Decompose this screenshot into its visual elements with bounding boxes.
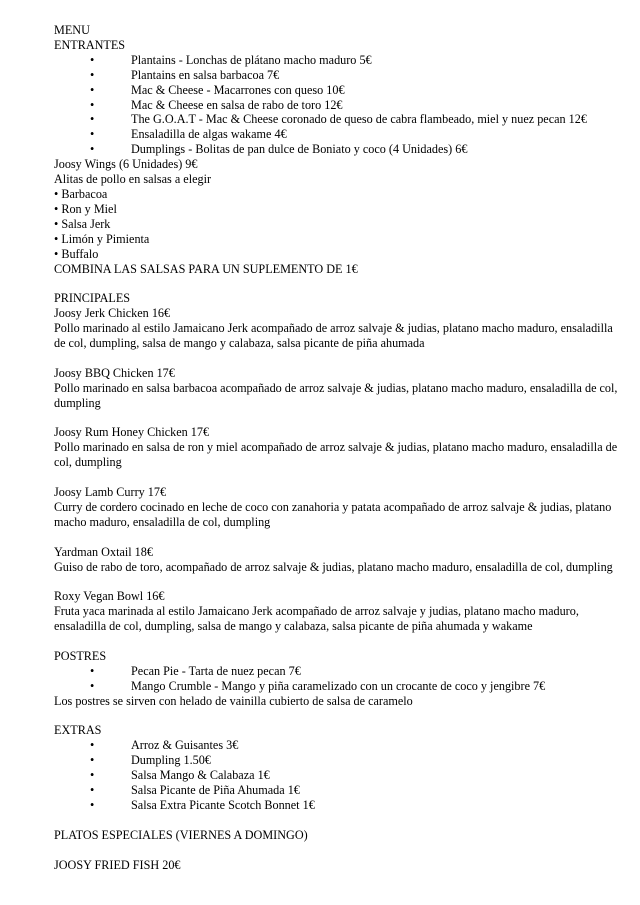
dish bbox=[54, 366, 620, 411]
bullet-icon: • bbox=[90, 663, 95, 678]
principales-heading: PRINCIPALES bbox=[54, 291, 131, 306]
dish-title: Joosy Jerk Chicken 16€ bbox=[54, 306, 171, 321]
dish bbox=[54, 485, 620, 530]
dish bbox=[54, 425, 620, 470]
list-item: • Plantains - Lonchas de plátano macho maduro 5€ bbox=[90, 52, 372, 67]
wings-subtitle: Alitas de pollo en salsas a elegir bbox=[54, 172, 212, 187]
bullet-icon: • bbox=[90, 768, 95, 783]
list-item: • The G.O.A.T - Mac & Cheese coronado de queso de cabra flambeado, miel y nuez pecan 12€ bbox=[90, 112, 587, 127]
especiales-heading: PLATOS ESPECIALES (VIERNES A DOMINGO) bbox=[54, 827, 308, 842]
sauce-item: • Limón y Pimienta bbox=[54, 231, 150, 246]
dish bbox=[54, 545, 620, 575]
list-item: • Ensaladilla de algas wakame 4€ bbox=[90, 127, 287, 142]
dish-title: Yardman Oxtail 18€ bbox=[54, 544, 153, 559]
list-item: • Pecan Pie - Tarta de nuez pecan 7€ bbox=[90, 663, 301, 678]
bullet-icon: • bbox=[90, 753, 95, 768]
sauce-item: • Barbacoa bbox=[54, 186, 108, 201]
sauce-item: • Salsa Jerk bbox=[54, 216, 111, 231]
dish-description: Pollo marinado en salsa barbacoa acompañado de arroz salvaje & judias, platano macho maduro, ensaladilla de col, dumpling bbox=[54, 380, 618, 410]
list-item: • Plantains en salsa barbacoa 7€ bbox=[90, 67, 280, 82]
bullet-icon: • bbox=[90, 127, 95, 142]
menu-title: MENU bbox=[54, 23, 90, 37]
dish-description: Curry de cordero cocinado en leche de coco con zanahoria y patata acompañado de arroz salvaje & judias, platano macho maduro, ensaladilla de col, dumpling bbox=[54, 499, 612, 529]
extras-heading: EXTRAS bbox=[54, 723, 102, 738]
dish-title: Roxy Vegan Bowl 16€ bbox=[54, 589, 165, 604]
bullet-icon: • bbox=[90, 67, 95, 82]
list-item: • Salsa Mango & Calabaza 1€ bbox=[90, 768, 270, 783]
list-item: • Mango Crumble - Mango y piña caramelizado con un crocante de coco y jengibre 7€ bbox=[90, 678, 546, 693]
postres-note: Los postres se sirven con helado de vainilla cubierto de salsa de caramelo bbox=[54, 693, 413, 708]
dish bbox=[54, 589, 620, 634]
list-item: • Salsa Picante de Piña Ahumada 1€ bbox=[90, 783, 300, 798]
postres-list bbox=[54, 664, 620, 694]
bullet-icon: • bbox=[90, 783, 95, 798]
dish-title: Joosy BBQ Chicken 17€ bbox=[54, 365, 175, 380]
sauce-item: • Buffalo bbox=[54, 246, 99, 261]
list-item: • Mac & Cheese en salsa de rabo de toro 12€ bbox=[90, 97, 343, 112]
list-item: • Salsa Extra Picante Scotch Bonnet 1€ bbox=[90, 798, 315, 812]
dish-description: Fruta yaca marinada al estilo Jamaicano Jerk acompañado de arroz salvaje y judias, platano macho maduro, ensaladilla de col, dumpling, salsa de mango y calabaza, salsa picante de piña ahumada y wakame bbox=[54, 604, 579, 634]
dish bbox=[54, 306, 620, 351]
list-item: • Mac & Cheese - Macarrones con queso 10€ bbox=[90, 82, 345, 97]
list-item: • Dumpling 1.50€ bbox=[90, 753, 211, 768]
bullet-icon: • bbox=[90, 798, 95, 812]
especiales-item: JOOSY FRIED FISH 20€ bbox=[54, 857, 181, 872]
dish-description: Pollo marinado al estilo Jamaicano Jerk acompañado de arroz salvaje & judias, platano macho maduro, ensaladilla de col, dumpling, salsa de mango y calabaza, salsa picante de piña ahumada bbox=[54, 321, 613, 351]
wings-title: Joosy Wings (6 Unidades) 9€ bbox=[54, 157, 198, 172]
bullet-icon: • bbox=[90, 112, 95, 127]
bullet-icon: • bbox=[90, 82, 95, 97]
sauce-item: • Ron y Miel bbox=[54, 201, 117, 216]
list-item: • Arroz & Guisantes 3€ bbox=[90, 738, 239, 753]
dish-title: Joosy Rum Honey Chicken 17€ bbox=[54, 425, 210, 440]
bullet-icon: • bbox=[90, 97, 95, 112]
bullet-icon: • bbox=[90, 738, 95, 753]
list-item: • Dumplings - Bolitas de pan dulce de Boniato y coco (4 Unidades) 6€ bbox=[90, 142, 468, 157]
dish-description: Pollo marinado en salsa de ron y miel acompañado de arroz salvaje & judias, platano macho maduro, ensaladilla de col, dumpling bbox=[54, 440, 618, 470]
entrantes-list bbox=[54, 53, 620, 157]
menu-document bbox=[54, 23, 620, 873]
bullet-icon: • bbox=[90, 52, 95, 67]
dish-title: Joosy Lamb Curry 17€ bbox=[54, 485, 167, 500]
bullet-icon: • bbox=[90, 678, 95, 693]
postres-heading: POSTRES bbox=[54, 648, 107, 663]
bullet-icon: • bbox=[90, 142, 95, 157]
entrantes-heading: ENTRANTES bbox=[54, 37, 126, 52]
extras-list bbox=[54, 738, 620, 813]
sauce-note: COMBINA LAS SALSAS PARA UN SUPLEMENTO DE 1€ bbox=[54, 261, 358, 276]
dish-description: Guiso de rabo de toro, acompañado de arroz salvaje & judias, platano macho maduro, ensaladilla de col, dumpling bbox=[54, 559, 613, 574]
